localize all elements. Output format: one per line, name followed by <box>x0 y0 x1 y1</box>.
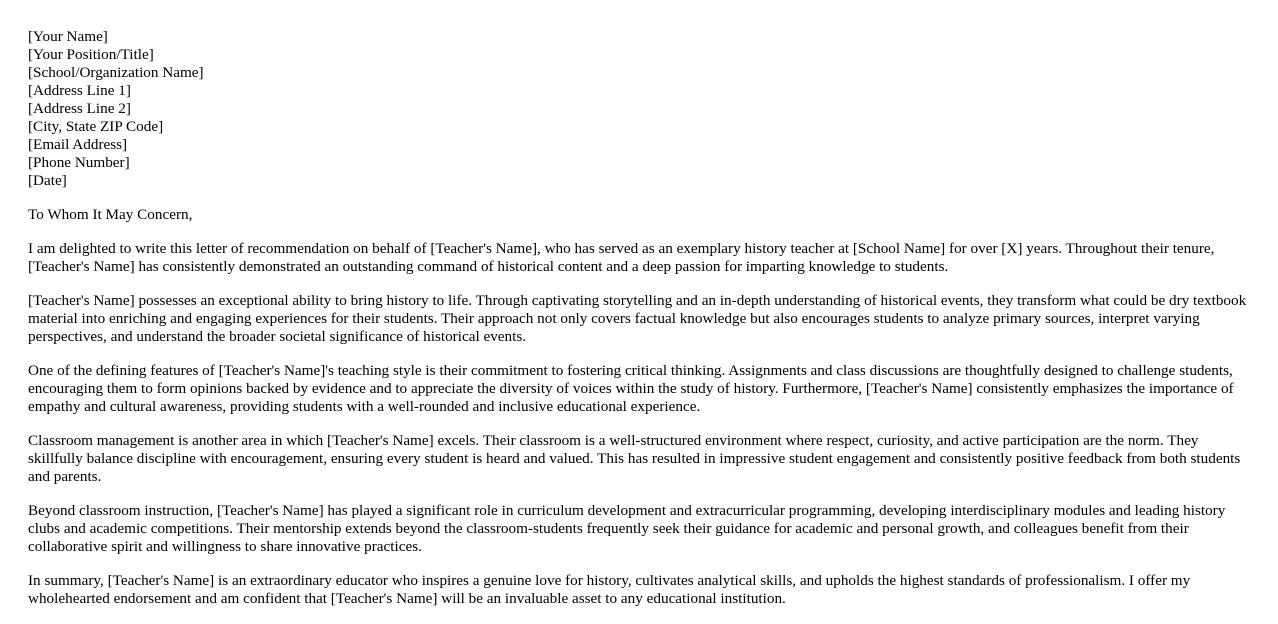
sender-address-line-2: [Address Line 2] <box>28 100 131 117</box>
sender-phone: [Phone Number] <box>28 154 130 171</box>
sender-address-block <box>28 28 1250 190</box>
paragraph-summary: In summary, [Teacher's Name] is an extraordinary educator who inspires a genuine love for history, cultivates analytical skills, and upholds the highest standards of professionalism. I offer my wholehearted endorsement and am confident that [Teacher's Name] will be an invaluable asset to any educational institution. <box>28 572 1191 607</box>
salutation: To Whom It May Concern, <box>28 206 193 223</box>
paragraph-critical-thinking: One of the defining features of [Teacher's Name]'s teaching style is their commitment to fostering critical thinking. Assignments and class discussions are thoughtfully designed to challenge students, encouraging them to form opinions backed by evidence and to appreciate the diversity of voices within the study of history. Furthermore, [Teacher's Name] consistently emphasizes the importance of empathy and cultural awareness, providing students with a well-rounded and inclusive educational experience. <box>28 362 1234 415</box>
sender-position: [Your Position/Title] <box>28 46 154 63</box>
paragraph-teaching-ability: [Teacher's Name] possesses an exceptional ability to bring history to life. Through captivating storytelling and an in-depth understanding of historical events, they transform what could be dry textbook material into enriching and engaging experiences for their students. Their approach not only covers factual knowledge but also encourages students to analyze primary sources, interpret varying perspectives, and understand the broader societal significance of historical events. <box>28 292 1247 345</box>
paragraph-classroom-management: Classroom management is another area in which [Teacher's Name] excels. Their classroom is a well-structured environment where respect, curiosity, and active participation are the norm. They skillfully balance discipline with encouragement, ensuring every student is heard and valued. This has resulted in impressive student engagement and consistently positive feedback from both students and parents. <box>28 432 1241 485</box>
sender-organization: [School/Organization Name] <box>28 64 204 81</box>
sender-city-state-zip: [City, State ZIP Code] <box>28 118 164 135</box>
sender-address-line-1: [Address Line 1] <box>28 82 131 99</box>
sender-email: [Email Address] <box>28 136 128 153</box>
sender-name: [Your Name] <box>28 28 108 45</box>
letter-document <box>28 28 1250 624</box>
letter-date: [Date] <box>28 172 67 189</box>
paragraph-beyond-classroom: Beyond classroom instruction, [Teacher's Name] has played a significant role in curriculum development and extracurricular programming, developing interdisciplinary modules and leading history clubs and academic competitions. Their mentorship extends beyond the classroom-students frequently seek their guidance for academic and personal growth, and colleagues benefit from their collaborative spirit and willingness to share innovative practices. <box>28 502 1226 555</box>
paragraph-introduction: I am delighted to write this letter of recommendation on behalf of [Teacher's Name], who has served as an exemplary history teacher at [School Name] for over [X] years. Throughout their tenure, [Teacher's Name] has consistently demonstrated an outstanding command of historical content and a deep passion for imparting knowledge to students. <box>28 240 1215 275</box>
